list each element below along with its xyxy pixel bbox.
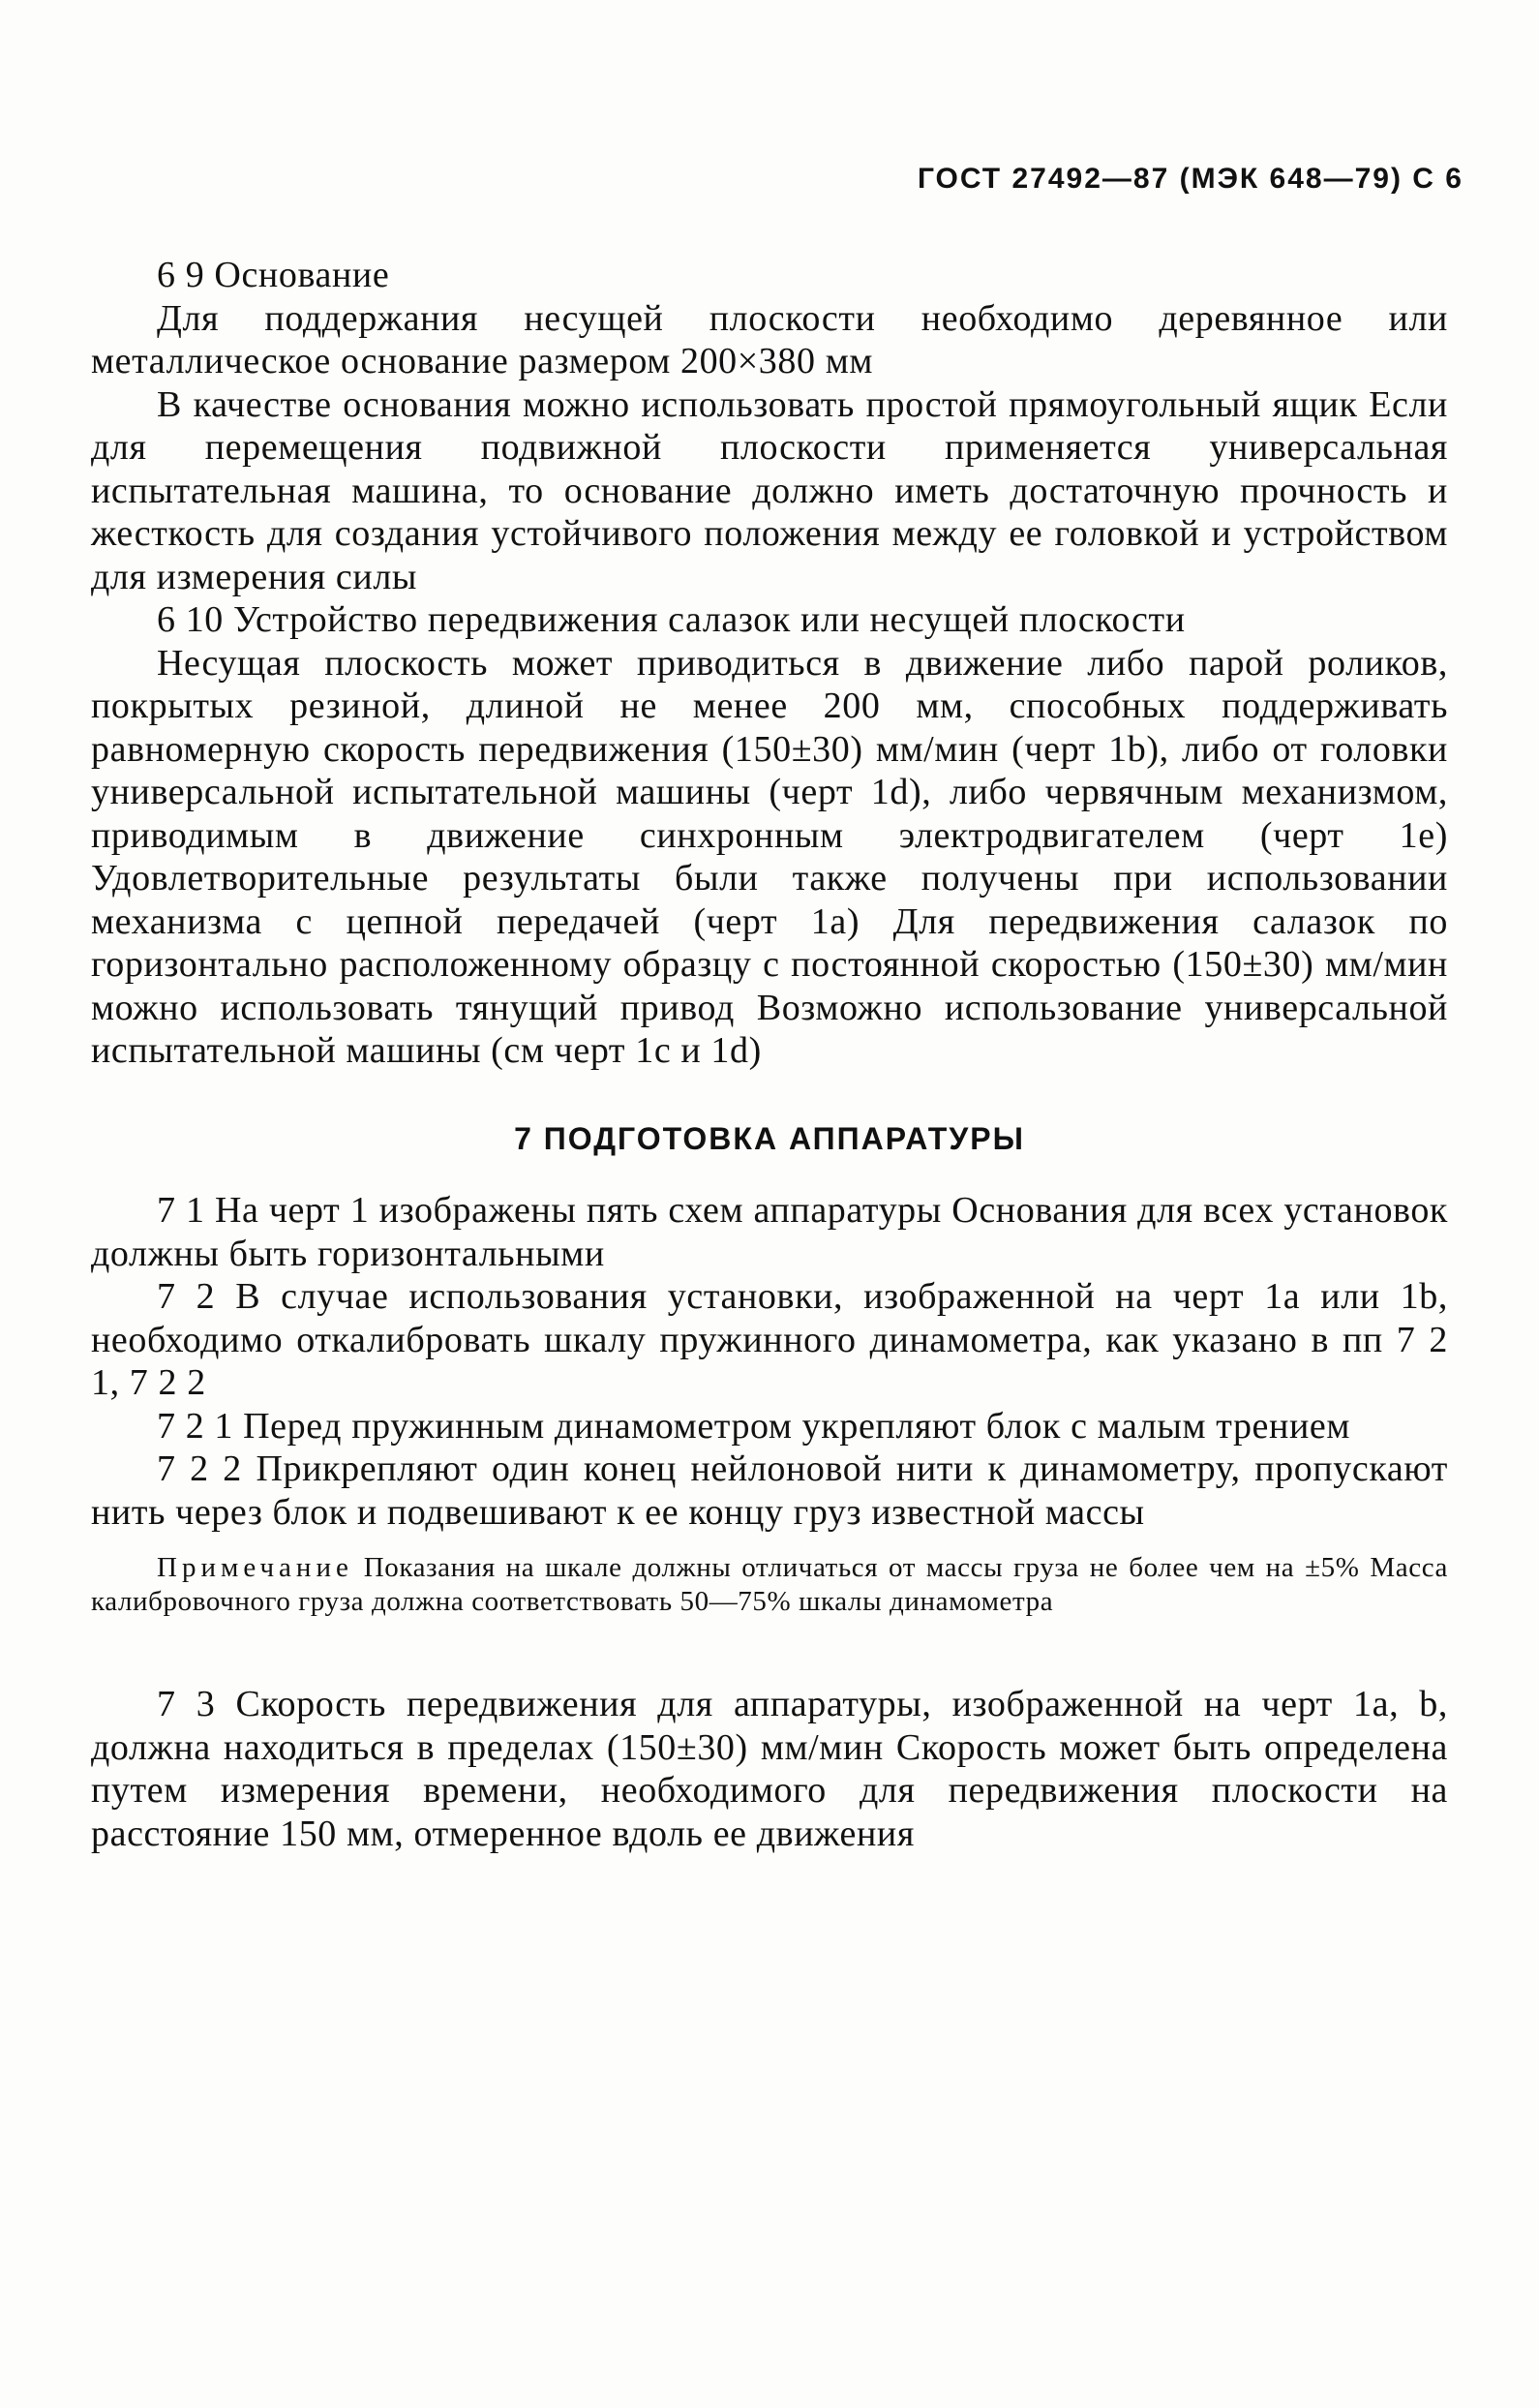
paragraph: Несущая плоскость может приводиться в движение либо парой роликов, покрытых резиной, длиной не менее 200 мм, способных поддерживать равномерную скорость передвижения (150±30) мм/мин (черт 1b), либо от головки универсальной испытательной машины (черт 1d), либо червячным механизмом, приводимым в движение синхронным электродвигателем (черт 1e) Удовлетворительные результаты были также получены при использовании механизма с цепной передачей (черт 1a) Для передвижения салазок по горизонтально расположенному образцу с постоянной скоростью (150±30) мм/мин можно использовать тянущий привод Возможно использование универсальной испытательной машины (см черт 1c и 1d) <box>91 642 1448 1071</box>
paragraph-7-3: 7 3 Скорость передвижения для аппаратуры, изображенной на черт 1a, b, должна находиться в пределах (150±30) мм/мин Скорость может быть определена путем измерения времени, необходимого для передвижения плоскости на расстояние 150 мм, отмеренное вдоль ее движения <box>91 1684 1448 1854</box>
paragraph-7-2: 7 2 В случае использования установки, изображенной на черт 1a или 1b, необходимо откалибровать шкалу пружинного динамометра, как указано в пп 7 2 1, 7 2 2 <box>91 1276 1448 1403</box>
section-7-heading: 7 ПОДГОТОВКА АППАРАТУРЫ <box>514 1120 1025 1156</box>
note-text: Показания на шкале должны отличаться от массы груза не более чем на ±5% Масса калибровочного груза должна соответствовать 50—75% шкалы динамометра <box>91 1552 1448 1617</box>
paragraph: В качестве основания можно использовать простой прямоугольный ящик Если для перемещения подвижной плоскости применяется универсальная испытательная машина, то основание должно иметь достаточную прочность и жесткость для создания устойчивого положения между ее головкой и устройством для измерения силы <box>91 383 1448 597</box>
section-6-10-title: 6 10 Устройство передвижения салазок или несущей плоскости <box>157 599 1186 640</box>
paragraph-7-2-1: 7 2 1 Перед пружинным динамометром укрепляют блок с малым трением <box>157 1405 1351 1447</box>
paragraph: Для поддержания несущей плоскости необходимо деревянное или металлическое основание размером 200×380 мм <box>91 297 1448 381</box>
note-label: Примечание <box>157 1552 353 1583</box>
section-6-9-title: 6 9 Основание <box>157 255 390 295</box>
paragraph-7-1: 7 1 На черт 1 изображены пять схем аппаратуры Основания для всех установок должны быть горизонтальными <box>91 1190 1448 1274</box>
paragraph-7-2-2: 7 2 2 Прикрепляют один конец нейлоновой нити к динамометру, пропускают нить через блок и подвешивают к ее концу груз известной массы <box>91 1448 1448 1533</box>
page-header: ГОСТ 27492—87 (МЭК 648—79) С 6 <box>917 163 1464 195</box>
note <box>91 1551 1448 1619</box>
document-body <box>91 254 1448 1855</box>
